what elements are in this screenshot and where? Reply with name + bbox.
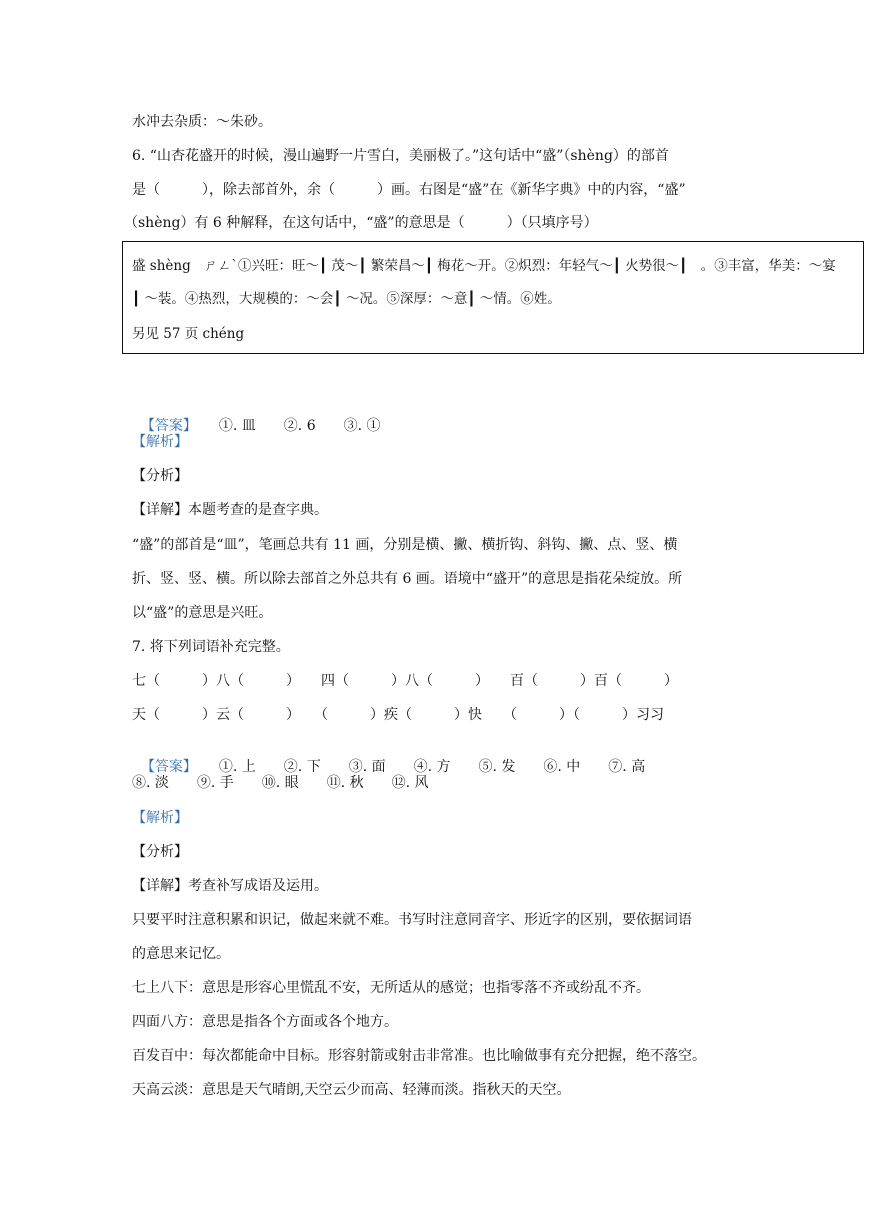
fenxi-heading: 【分析】 [132, 468, 188, 484]
explanation-line: 折、竖、竖、横。所以除去部首之外总共有 6 画。语境中“盛开”的意思是指花朵绽放。所 [132, 571, 683, 587]
explanation-line: 以“盛”的意思是兴旺。 [132, 605, 273, 621]
explanation-line: 四面八方：意思是指各个方面或各个地方。 [132, 1014, 398, 1030]
explanation-line: 只要平时注意积累和识记，做起来就不难。书写时注意同音字、形近字的区别，要依据词语 [132, 912, 692, 928]
question-7-row-2: 天（ ）云（ ） （ ）疾（ ）快 （ ）（ ）习习 [132, 707, 664, 723]
text-line: 水冲去杂质：～朱砂。 [132, 114, 272, 130]
explanation-line: “盛”的部首是“皿”，笔画总共有 11 画，分别是横、撇、横折钩、斜钩、撇、点、竖、横 [132, 537, 678, 553]
fenxi-heading: 【分析】 [132, 844, 188, 860]
answer-6-row [132, 399, 381, 435]
detail-line: 【详解】考查补写成语及运用。 [132, 878, 328, 894]
dictionary-line-3: 另见 57 页 chéng [132, 326, 245, 342]
answer-7-row-2: ⑧. 淡 ⑨. 手 ⑩. 眼 ⑪. 秋 ⑫. 风 [132, 775, 429, 791]
explanation-line: 天高云淡：意思是天气晴朗,天空云少而高、轻薄而淡。指秋天的天空。 [132, 1082, 571, 1098]
answer-tag: 【答案】 [140, 759, 197, 775]
analysis-tag: 【解析】 [132, 434, 188, 450]
question-6-line-3: （shèng）有 6 种解释，在这句话中，“盛”的意思是（ ）（只填序号） [124, 215, 598, 231]
answer-7-row-1 [132, 740, 645, 776]
answer-tag: 【答案】 [140, 418, 197, 434]
explanation-line: 七上八下：意思是形容心里慌乱不安，无所适从的感觉；也指零落不齐或纷乱不齐。 [132, 980, 650, 996]
dictionary-line-2: ┃ ～装。④热烈，大规模的：～会┃ ～况。⑤深厚：～意┃ ～情。⑥姓。 [132, 291, 561, 307]
question-6-line-1: 6. “山杏花盛开的时候，漫山遍野一片雪白，美丽极了。”这句话中“盛”（shèng）的部首 [132, 148, 669, 164]
dictionary-entry-box [122, 241, 864, 354]
detail-line: 【详解】本题考查的是查字典。 [132, 502, 328, 518]
question-7-title: 7. 将下列词语补充完整。 [132, 639, 290, 655]
dictionary-line-1: 盛 shèng ㄕㄥˋ①兴旺：旺～┃ 茂～┃ 繁荣昌～┃ 梅花～开。②炽烈：年轻气～┃ 火势很～┃ 。③丰富，华美：～宴 [132, 258, 836, 274]
explanation-line: 的意思来记忆。 [132, 946, 230, 962]
question-7-row-1: 七（ ）八（ ） 四（ ）八（ ） 百（ ）百（ ） [132, 673, 678, 689]
answer-6-text: ①. 皿 ②. 6 ③. ① [218, 418, 381, 434]
question-6-line-2: 是（ ），除去部首外，余（ ）画。右图是“盛”在《新华字典》中的内容，“盛” [132, 182, 686, 198]
answer-7-text-1: ①. 上 ②. 下 ③. 面 ④. 方 ⑤. 发 ⑥. 中 ⑦. 高 [218, 759, 646, 775]
explanation-line: 百发百中：每次都能命中目标。形容射箭或射击非常准。也比喻做事有充分把握，绝不落空。 [132, 1048, 706, 1064]
analysis-tag: 【解析】 [132, 810, 188, 826]
